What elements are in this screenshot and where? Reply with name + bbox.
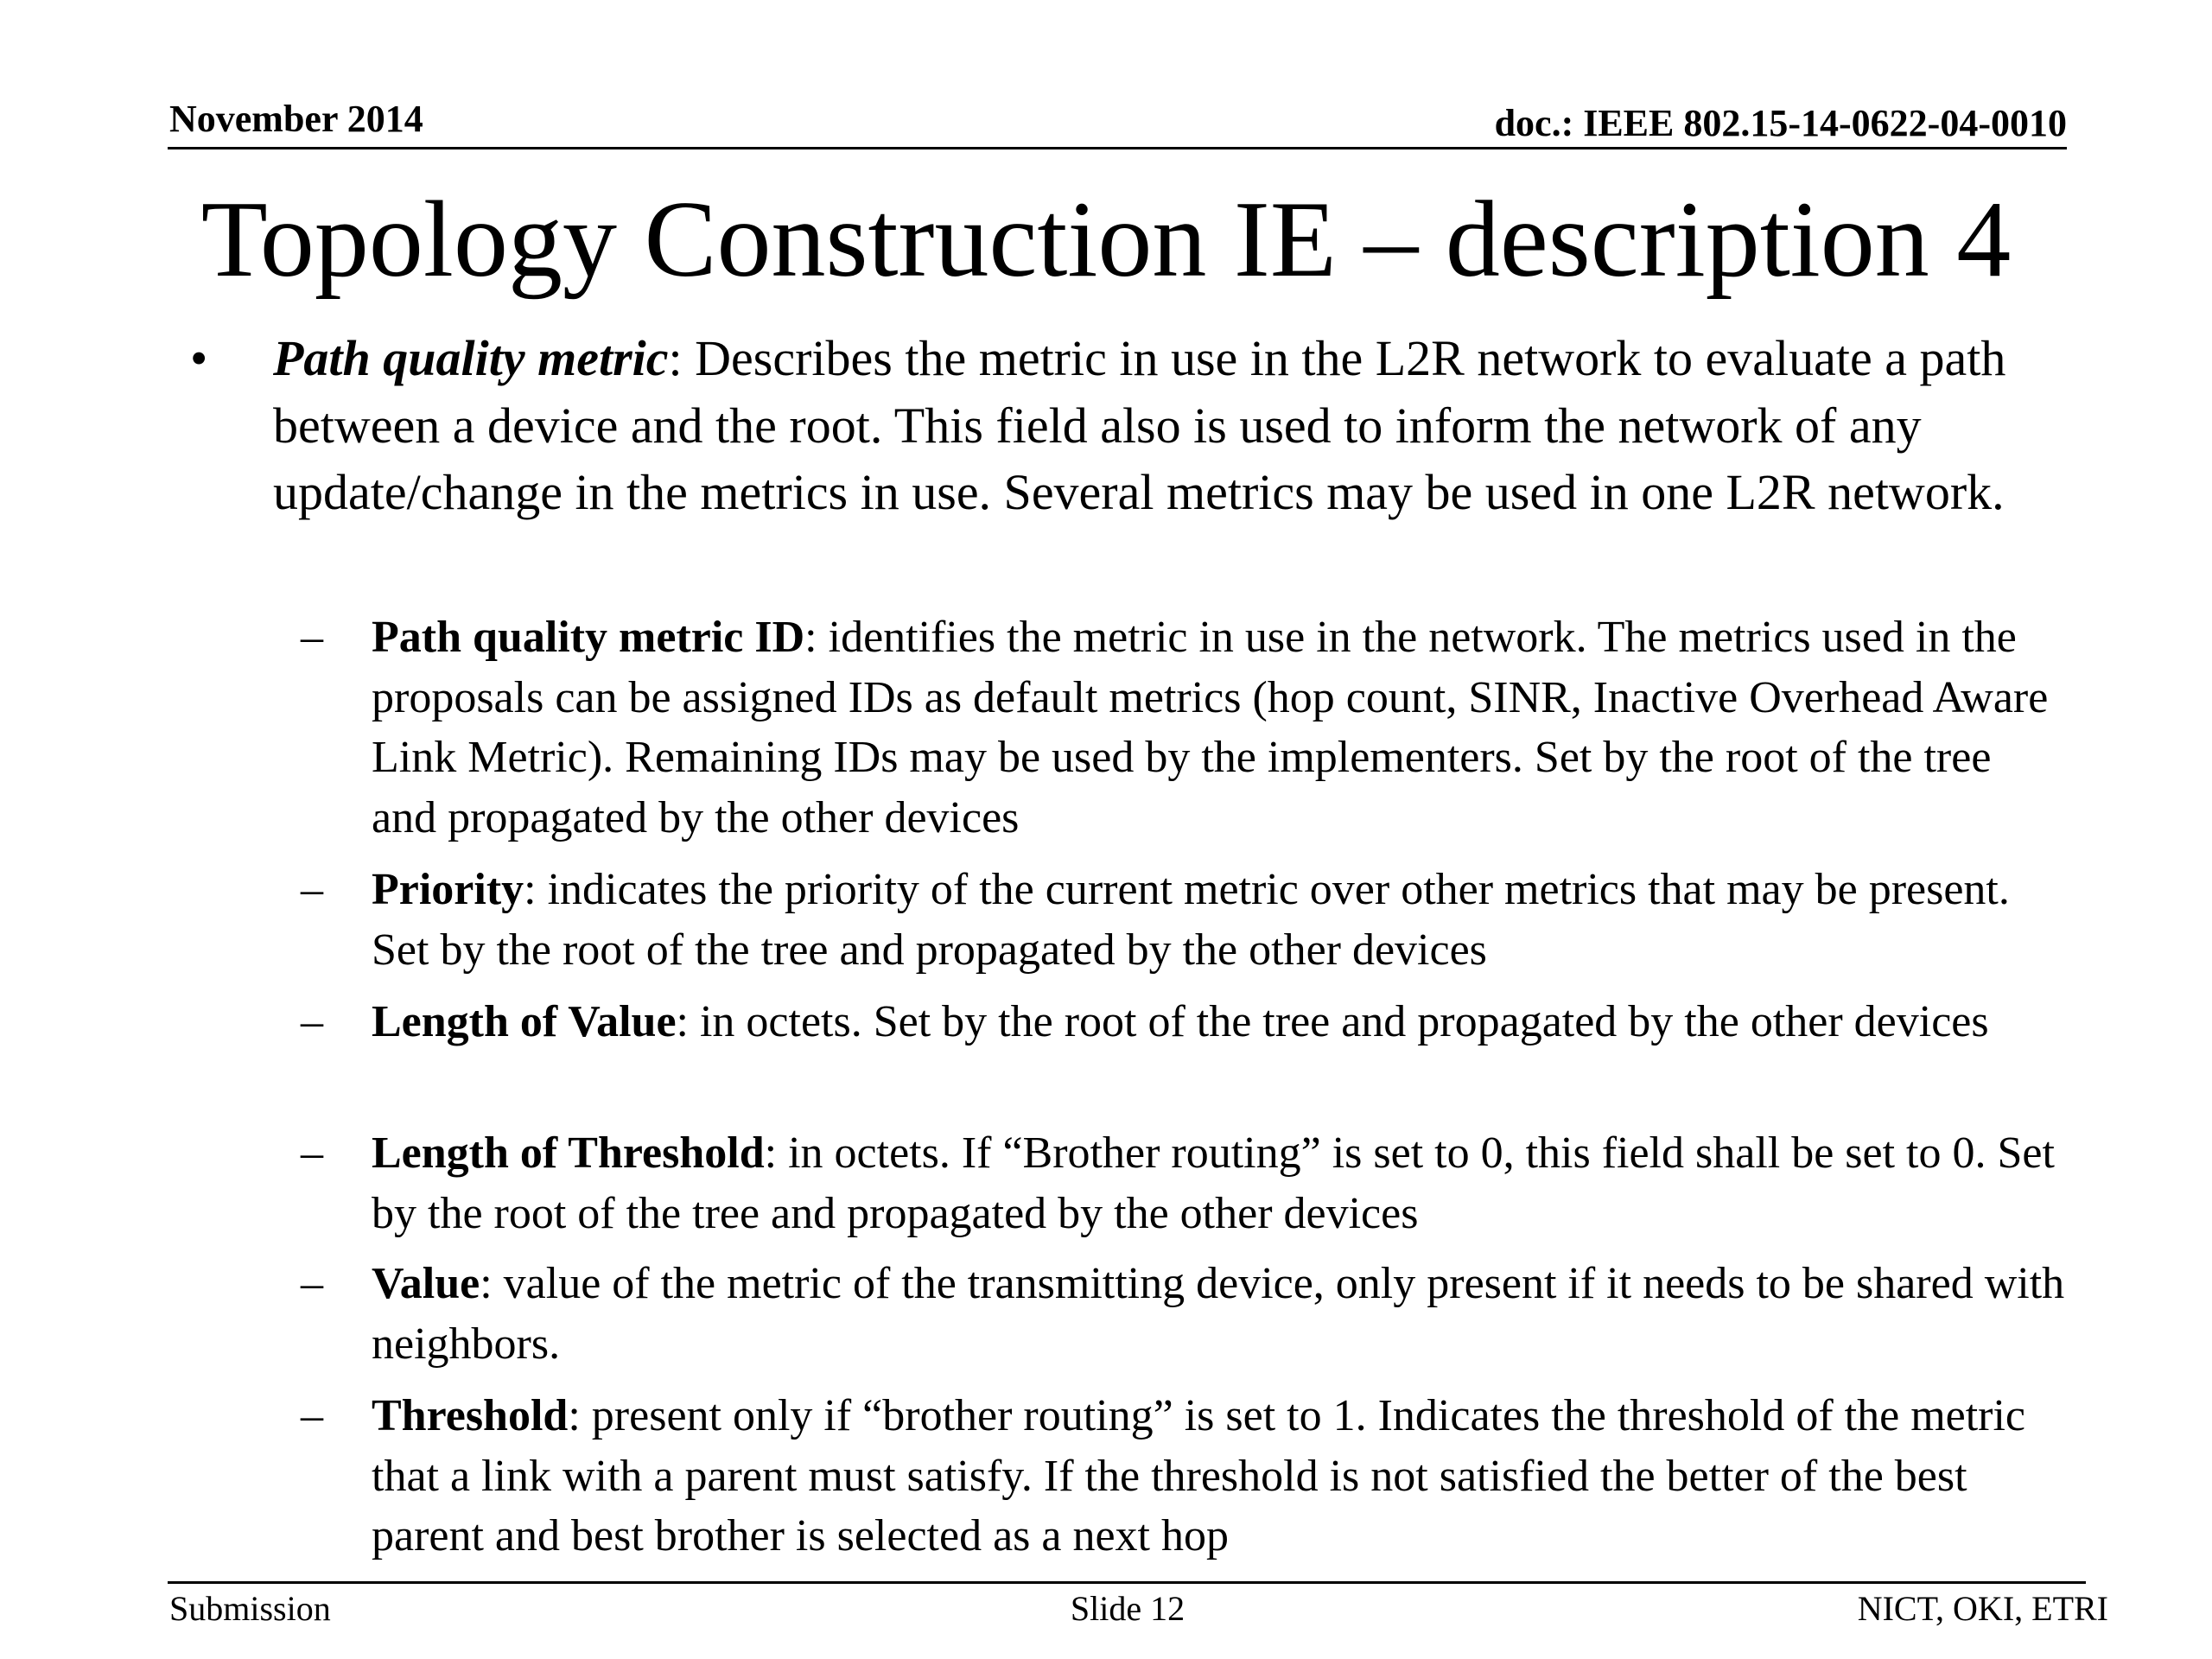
slide-title: Topology Construction IE – description 4 xyxy=(200,180,2012,300)
bullet-term: Path quality metric xyxy=(273,330,669,386)
sub-item-marker: – xyxy=(301,1259,323,1308)
sub-item-text: : indicates the priority of the current metric over other metrics that may be present. Set by the root of the tree and propagated by the other devices xyxy=(372,865,2010,975)
sub-item-term: Threshold xyxy=(372,1391,569,1440)
sub-item-text: : present only if “brother routing” is set to 1. Indicates the threshold of the metric that a link with a parent must satisfy. If the threshold is not satisfied the better of the best parent and best brother is selected as a next hop xyxy=(372,1391,2026,1560)
bullet-marker: • xyxy=(190,330,208,386)
sub-item-marker: – xyxy=(301,1128,323,1178)
sub-item-term: Length of Value xyxy=(372,997,677,1046)
main-bullet xyxy=(190,325,2088,526)
sub-item-marker: – xyxy=(301,1391,323,1440)
sub-item-term: Path quality metric ID xyxy=(372,613,805,662)
footer-authors: NICT, OKI, ETRI xyxy=(1857,1589,2108,1628)
sub-item-term: Length of Threshold xyxy=(372,1128,765,1178)
footer-divider xyxy=(168,1581,2086,1584)
sub-item-value xyxy=(301,1254,2065,1374)
header-divider xyxy=(168,147,2067,149)
footer-slide-number: Slide 12 xyxy=(1070,1589,1185,1628)
sub-item-term: Priority xyxy=(372,865,524,914)
bullet-text: : Describes the metric in use in the L2R network to evaluate a path between a device and the root. This field also is used to inform the network of any update/change in the metrics in use. Several metrics may be used in one L2R network. xyxy=(273,330,2006,520)
sub-item-text: : in octets. If “Brother routing” is set to 0, this field shall be set to 0. Set by the root of the tree and propagated by the other devices xyxy=(372,1128,2055,1238)
sub-item-length-of-threshold xyxy=(301,1123,2065,1243)
sub-item-text: : value of the metric of the transmitting device, only present if it needs to be shared with neighbors. xyxy=(372,1259,2065,1369)
sub-item-text: : identifies the metric in use in the network. The metrics used in the proposals can be assigned IDs as default metrics (hop count, SINR, Inactive Overhead Aware Link Metric). Remaining IDs may be used by the implementers. Set by the root of the tree and propagated by the other devices xyxy=(372,613,2049,842)
sub-item-threshold xyxy=(301,1386,2065,1567)
sub-item-term: Value xyxy=(372,1259,480,1308)
header-date: November 2014 xyxy=(169,98,423,140)
sub-item-marker: – xyxy=(301,865,323,914)
sub-item-text: : in octets. Set by the root of the tree and propagated by the other devices xyxy=(676,997,1989,1046)
sub-item-marker: – xyxy=(301,613,323,662)
sub-item-path-quality-metric-id xyxy=(301,607,2065,848)
sub-item-priority xyxy=(301,860,2065,980)
header-doc-id: doc.: IEEE 802.15-14-0622-04-0010 xyxy=(1494,102,2067,144)
sub-item-marker: – xyxy=(301,997,323,1046)
footer-submission: Submission xyxy=(169,1589,331,1628)
sub-item-length-of-value xyxy=(301,992,2065,1052)
